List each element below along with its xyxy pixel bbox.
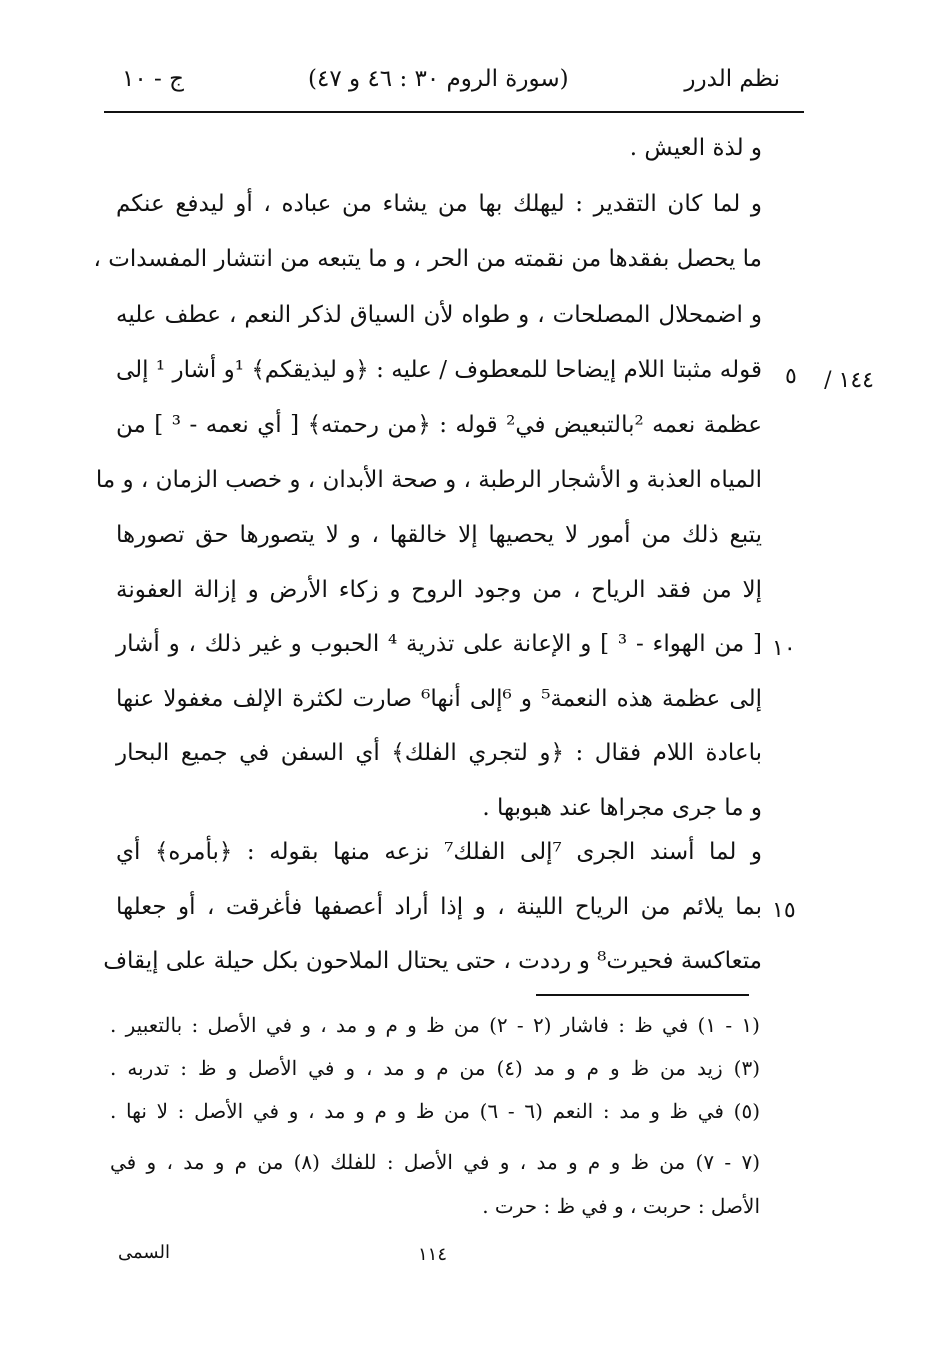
body-line: يتبع ذلك من أمور لا يحصيها إلا خالقها ، و لا يتصورها حق تصورها	[116, 522, 762, 548]
body-line: و لما أسند الجرى ⁷إلى الفلك⁷ نزعه منها بقوله : ﴿بأمره﴾ أي	[116, 839, 762, 865]
header-surah-reference: (سورة الروم ٣٠ : ٤٦ و ٤٧)	[308, 66, 569, 92]
header-book-title: نظم الدرر	[684, 66, 780, 92]
header-rule	[104, 111, 804, 113]
line-number-15: ١٥	[772, 898, 796, 923]
running-header	[100, 58, 780, 102]
header-volume: ج - ١٠	[122, 66, 184, 92]
body-line: متعاكسة فحيرت⁸ و رددت ، حتى يحتال الملاحون بكل حيلة على إيقاف	[103, 948, 762, 974]
body-line: و لذة العيش .	[629, 135, 762, 161]
body-line: إلى عظمة هذه النعمة⁵ و ⁶إلى أنها⁶ صارت لكثرة الإلف مغفولا عنها	[116, 686, 763, 712]
body-line: المياه العذبة و الأشجار الرطبة ، و صحة الأبدان ، و خصب الزمان ، و ما	[95, 467, 762, 493]
footnote-line: (١ - ١) في ظ : فاشار (٢ - ٢) من ظ و م و مد ، و في الأصل : بالتعبير .	[110, 1013, 760, 1037]
body-line: و اضمحلال المصلحات ، و طواه لأن السياق لذكر النعم ، عطف عليه	[116, 302, 762, 328]
footnote-line: الأصل : حربت ، و في ظ : حرت .	[482, 1194, 760, 1218]
body-line: ما يحصل بفقدها من نقمته من الحر ، و ما يتبعه من انتشار المفسدات ،	[93, 246, 762, 272]
body-line: باعادة اللام فقال : ﴿و لتجري الفلك﴾ أي السفن في جميع البحار	[116, 740, 762, 766]
page-reference-marker: ١٤٤ /	[824, 368, 874, 393]
body-line: إلا من فقد الرياح ، من وجود الروح و زكاء الأرض و إزالة العفونة	[116, 577, 762, 603]
body-line: و لما كان التقدير : ليهلك بها من يشاء من عباده ، أو ليدفع عنكم	[116, 191, 762, 217]
body-line: و ما جرى مجراها عند هبوبها .	[482, 795, 762, 821]
footnote-line: (٥) في ظ و مد : النعم (٦ - ٦) من ظ و م و مد ، و في الأصل : لا نها .	[110, 1099, 760, 1123]
footnote-line: (٣) زيد من ظ و م و مد (٤) من م و مد ، و في الأصل و ظ : تدربه .	[110, 1056, 761, 1080]
footnote-line: (٧ - ٧) من ظ و م و مد ، و في الأصل : للفلك (٨) من م و مد ، و في	[110, 1150, 760, 1174]
page-number: ١١٤	[418, 1244, 448, 1265]
body-line: قوله مثبتا اللام إيضاحا للمعطوف / عليه : ﴿و ليذيقكم﴾ ¹و أشار ¹ إلى	[116, 357, 762, 383]
footnote-rule	[536, 994, 749, 996]
footer-signature: السمى	[118, 1242, 170, 1263]
line-number-10: ١٠	[772, 636, 796, 661]
line-number-5: ٥	[785, 364, 797, 389]
body-line: بما يلائم من الرياح اللينة ، و إذا أراد أعصفها فأغرقت ، أو جعلها	[116, 894, 762, 920]
body-line: [ من الهواء - ³ ] و الإعانة على تذرية ⁴ الحبوب و غير ذلك ، و أشار	[116, 631, 763, 657]
body-line: عظمة نعمه ²بالتبعيض في² قوله : ﴿من رحمته﴾ [ أي نعمه - ³ ] من	[116, 412, 762, 438]
